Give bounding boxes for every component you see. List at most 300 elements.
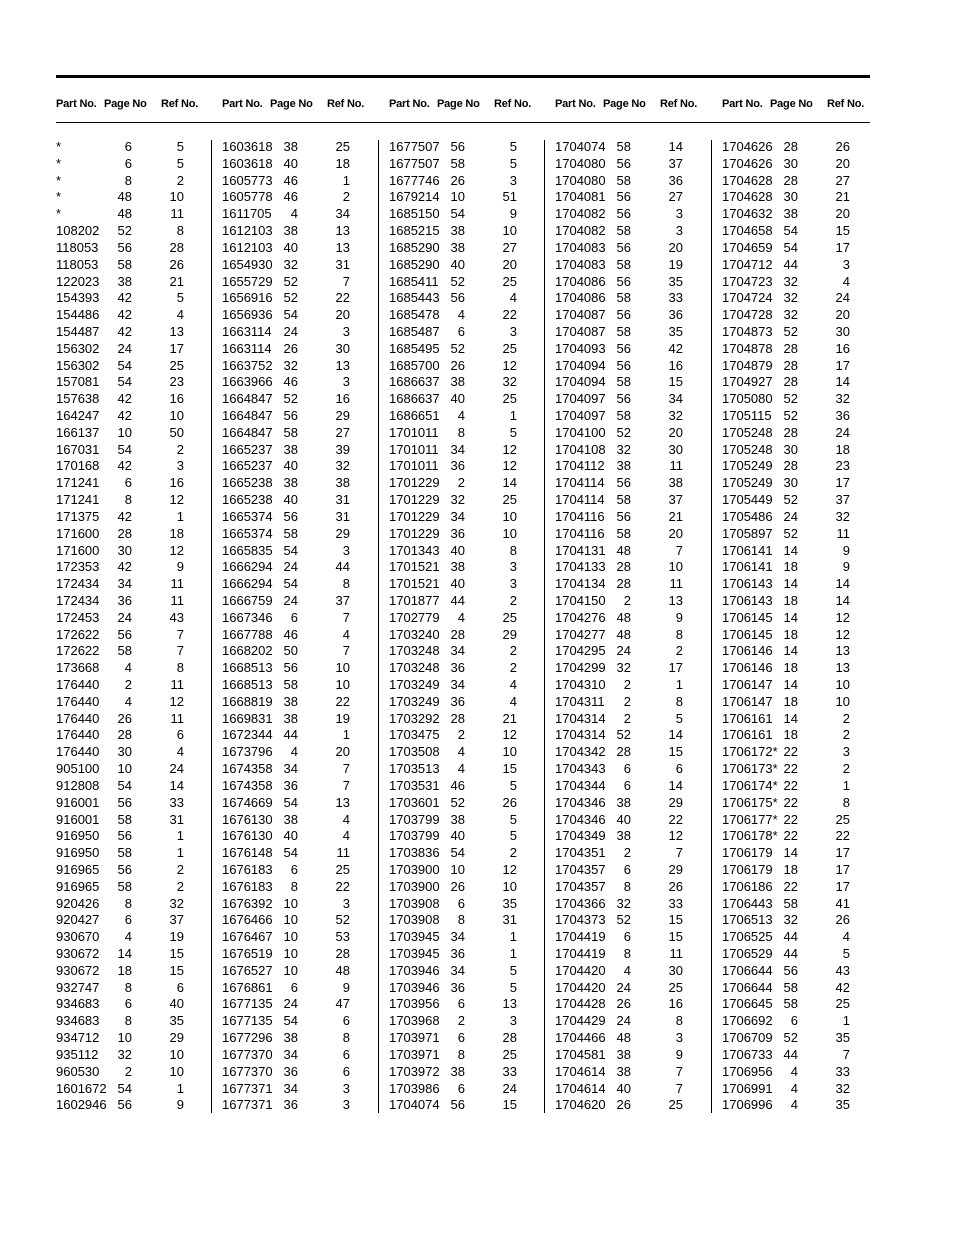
index-row	[222, 980, 382, 997]
part-number: 1703601	[389, 794, 440, 810]
index-row	[555, 744, 715, 761]
index-row	[56, 458, 216, 475]
ref-number: 4	[509, 693, 517, 709]
page-number: 56	[117, 626, 132, 642]
part-number: 1706733	[722, 1046, 773, 1062]
ref-number: 11	[836, 525, 850, 541]
part-number: 1704295	[555, 643, 606, 659]
part-number: 1704659	[722, 239, 773, 255]
part-number: 170168	[56, 458, 100, 474]
page-number: 10	[117, 424, 132, 440]
ref-number: 36	[835, 408, 850, 423]
index-row	[222, 139, 382, 156]
column-divider	[711, 140, 712, 1113]
ref-number: 7	[675, 1080, 683, 1096]
ref-number: 14	[668, 777, 683, 793]
index-row	[555, 1081, 715, 1098]
page-number: 46	[283, 626, 298, 642]
index-row	[56, 795, 216, 812]
ref-number: 26	[668, 878, 683, 894]
part-number: 156302	[56, 340, 100, 356]
part-number: 1704083	[555, 239, 606, 255]
index-row	[722, 274, 882, 291]
part-number: 1706513	[722, 912, 773, 928]
part-number: 1611705	[222, 206, 272, 222]
page-number: 32	[283, 357, 298, 373]
index-row	[555, 1064, 715, 1081]
page-number: 58	[616, 172, 631, 188]
ref-number: 24	[835, 424, 850, 440]
ref-number: 21	[502, 710, 517, 726]
index-row	[389, 576, 549, 593]
page-number: 56	[616, 155, 631, 171]
ref-number: 37	[169, 912, 184, 928]
index-row	[56, 980, 216, 997]
page-number: 8	[457, 1046, 465, 1062]
part-number: 1706644	[722, 962, 773, 978]
page-number: 40	[450, 391, 465, 407]
page-number: 58	[616, 139, 631, 154]
ref-number: 42	[668, 340, 683, 356]
index-row	[56, 1013, 216, 1030]
part-number: 1663114	[222, 340, 272, 356]
column-divider	[211, 140, 212, 1113]
ref-number: 2	[842, 727, 850, 743]
index-row	[722, 509, 882, 526]
ref-number: 3	[675, 1030, 683, 1046]
page-number: 2	[124, 1063, 132, 1079]
index-row	[56, 391, 216, 408]
part-number: 1706525	[722, 929, 773, 945]
index-row	[722, 358, 882, 375]
part-number: 1685495	[389, 340, 440, 356]
ref-number: 17	[835, 878, 850, 894]
index-row	[222, 896, 382, 913]
ref-number: 4	[509, 290, 517, 306]
ref-number: 12	[835, 626, 850, 642]
ref-number: 14	[835, 576, 850, 592]
ref-number: 7	[342, 609, 350, 625]
page-number: 42	[117, 408, 132, 423]
page-number: 2	[623, 677, 631, 692]
page-number: 46	[283, 374, 298, 390]
part-number: 1703240	[389, 626, 440, 642]
part-number: 1703972	[389, 1063, 440, 1079]
index-row	[722, 257, 882, 274]
ref-number: 12	[169, 542, 184, 558]
part-number: 1704626	[722, 139, 773, 154]
part-number: 1677135	[222, 1013, 273, 1029]
part-number: 171241	[56, 492, 100, 508]
ref-number: 29	[502, 626, 517, 642]
part-number: 176440	[56, 693, 100, 709]
part-number: 930672	[56, 946, 100, 961]
index-row	[389, 677, 549, 694]
page-number: 58	[783, 895, 798, 911]
ref-number: 2	[675, 643, 683, 659]
part-number: 1665237	[222, 458, 273, 474]
part-number: 167031	[56, 441, 100, 457]
page-number: 6	[290, 609, 298, 625]
ref-number: 26	[835, 139, 850, 154]
part-number: 1701229	[389, 492, 440, 508]
index-row	[56, 475, 216, 492]
index-row	[555, 139, 715, 156]
part-number: 1677370	[222, 1063, 273, 1079]
page-number: 30	[117, 542, 132, 558]
ref-number: 4	[176, 744, 184, 760]
ref-number: 35	[668, 323, 683, 339]
index-row	[555, 257, 715, 274]
part-number: 1677371	[222, 1080, 273, 1096]
ref-number: 10	[169, 189, 184, 205]
page-number: 56	[616, 357, 631, 373]
index-row	[722, 173, 882, 190]
part-number: 1665835	[222, 542, 273, 558]
part-number: 1704620	[555, 1097, 606, 1113]
ref-number: 33	[502, 1063, 517, 1079]
page-number: 26	[616, 996, 631, 1012]
ref-number: 31	[335, 256, 350, 272]
page-number: 10	[117, 761, 132, 777]
part-number: 1704310	[555, 677, 606, 692]
ref-number: 12	[502, 861, 517, 877]
ref-number: 47	[335, 996, 350, 1012]
page-number: 28	[616, 576, 631, 592]
page-number: 6	[457, 996, 465, 1012]
index-row	[222, 795, 382, 812]
ref-number: 40	[169, 996, 184, 1012]
ref-number: 8	[842, 794, 850, 810]
index-row	[56, 492, 216, 509]
index-row	[56, 559, 216, 576]
part-number: 1705449	[722, 492, 773, 508]
part-number: 1665237	[222, 441, 273, 457]
index-row	[555, 660, 715, 677]
ref-number: 15	[668, 912, 683, 928]
index-row	[389, 761, 549, 778]
index-row	[389, 795, 549, 812]
part-number: 1701229	[389, 525, 440, 541]
part-number: 1706956	[722, 1063, 773, 1079]
ref-number: 35	[835, 1097, 850, 1113]
ref-number: 29	[668, 861, 683, 877]
page-number: 36	[283, 1097, 298, 1113]
page-number: 56	[117, 239, 132, 255]
ref-no-header: Ref No.	[494, 98, 532, 110]
part-number: 1704276	[555, 609, 606, 625]
part-number: 1704311	[555, 693, 605, 709]
part-number: 154487	[56, 323, 100, 339]
ref-number: 20	[502, 256, 517, 272]
index-row	[389, 862, 549, 879]
page-number: 48	[616, 609, 631, 625]
index-row	[555, 627, 715, 644]
part-number: 1612103	[222, 239, 273, 255]
page-number: 42	[117, 323, 132, 339]
part-number: 935112	[56, 1046, 99, 1062]
index-row	[389, 223, 549, 240]
page-number: 22	[783, 744, 798, 760]
page-number: 26	[450, 357, 465, 373]
page-number: 24	[616, 979, 631, 995]
ref-number: 33	[668, 290, 683, 306]
index-row	[222, 492, 382, 509]
page-number: 18	[783, 693, 798, 709]
page-number: 4	[124, 929, 132, 945]
index-row	[56, 879, 216, 896]
ref-number: 17	[835, 861, 850, 877]
ref-number: 5	[176, 155, 184, 171]
page-number: 34	[283, 761, 298, 777]
page-number: 8	[124, 492, 132, 508]
index-row	[555, 576, 715, 593]
page-number: 52	[283, 290, 298, 306]
index-row	[56, 442, 216, 459]
ref-number: 25	[668, 1097, 683, 1113]
part-number: 171600	[56, 542, 100, 558]
page-number: 28	[783, 424, 798, 440]
page-number: 56	[117, 828, 132, 844]
page-number: 40	[450, 542, 465, 558]
ref-number: 28	[502, 1030, 517, 1046]
index-row	[389, 1081, 549, 1098]
ref-number: 16	[835, 340, 850, 356]
part-number: 1601672	[56, 1080, 107, 1096]
page-number: 54	[450, 845, 465, 861]
page-number: 18	[783, 861, 798, 877]
index-row	[555, 1047, 715, 1064]
index-row	[555, 189, 715, 206]
part-number: 1703475	[389, 727, 440, 743]
part-number: 1703956	[389, 996, 440, 1012]
part-number: 1704112	[555, 458, 605, 474]
page-number: 28	[783, 357, 798, 373]
page-number: 24	[117, 340, 132, 356]
part-number: 1668513	[222, 677, 273, 692]
part-number: 1703900	[389, 861, 440, 877]
ref-number: 5	[509, 962, 517, 978]
ref-number: 19	[169, 929, 184, 945]
ref-number: 32	[169, 895, 184, 911]
page-number: 58	[283, 525, 298, 541]
ref-number: 44	[335, 559, 350, 575]
page-number: 36	[283, 1063, 298, 1079]
index-row	[389, 442, 549, 459]
ref-number: 13	[502, 996, 517, 1012]
page-number: 54	[783, 223, 798, 239]
page-number: 4	[457, 761, 465, 777]
page-number: 52	[783, 492, 798, 508]
page-number: 18	[117, 962, 132, 978]
ref-number: 10	[502, 878, 517, 894]
index-row	[222, 391, 382, 408]
page-number: 4	[124, 693, 132, 709]
ref-number: 2	[509, 592, 517, 608]
index-row	[389, 660, 549, 677]
page-number: 56	[283, 660, 298, 676]
page-number: 42	[117, 290, 132, 306]
ref-number: 6	[342, 1013, 350, 1029]
index-row	[555, 946, 715, 963]
page-number: 28	[117, 727, 132, 743]
page-number: 26	[450, 878, 465, 894]
ref-number: 14	[502, 475, 517, 491]
ref-number: 11	[669, 946, 683, 961]
part-number: 173668	[56, 660, 100, 676]
page-number: 56	[616, 206, 631, 222]
ref-number: 5	[509, 777, 517, 793]
page-number: 30	[783, 189, 798, 205]
part-number: 1704628	[722, 189, 773, 205]
page-number: 6	[623, 929, 631, 945]
page-number: 54	[283, 1013, 298, 1029]
index-row	[389, 358, 549, 375]
part-number: 1667346	[222, 609, 273, 625]
part-number: 1676392	[222, 895, 273, 911]
index-row	[722, 946, 882, 963]
ref-no-header: Ref No.	[827, 98, 865, 110]
ref-number: 15	[502, 1097, 517, 1113]
index-rows	[222, 139, 382, 1114]
index-row	[555, 374, 715, 391]
index-row	[722, 980, 882, 997]
index-row	[389, 341, 549, 358]
index-row	[56, 1047, 216, 1064]
page-number: 38	[450, 223, 465, 239]
page-number: 38	[450, 239, 465, 255]
index-row	[389, 458, 549, 475]
page-number: 10	[450, 189, 465, 205]
page-number: 14	[783, 576, 798, 592]
index-row	[222, 677, 382, 694]
part-number: 1706529	[722, 946, 773, 961]
ref-number: 16	[668, 357, 683, 373]
part-number: 1685150	[389, 206, 440, 222]
index-row	[722, 795, 882, 812]
part-number: 172434	[56, 576, 100, 592]
ref-number: 10	[835, 677, 850, 692]
index-row	[722, 963, 882, 980]
index-row	[555, 1097, 715, 1114]
page-number: 56	[450, 1097, 465, 1113]
index-row	[56, 963, 216, 980]
part-number: 1703513	[389, 761, 440, 777]
index-row	[222, 694, 382, 711]
part-number: 916001	[56, 811, 100, 827]
ref-number: 9	[842, 542, 850, 558]
part-number: 1685290	[389, 256, 440, 272]
page-number: 10	[450, 861, 465, 877]
page-number: 32	[117, 1046, 132, 1062]
page-number: 54	[283, 794, 298, 810]
index-row	[555, 391, 715, 408]
index-row	[555, 677, 715, 694]
page-number: 2	[457, 475, 465, 491]
part-number: 1663752	[222, 357, 273, 373]
part-number: 1704428	[555, 996, 606, 1012]
part-number: 1656916	[222, 290, 273, 306]
index-row	[389, 526, 549, 543]
ref-number: 5	[509, 155, 517, 171]
ref-number: 1	[842, 1013, 850, 1029]
ref-number: 5	[842, 946, 850, 961]
part-number: 1701011	[389, 441, 439, 457]
column-header	[555, 98, 715, 118]
index-row	[56, 257, 216, 274]
ref-number: 3	[509, 559, 517, 575]
part-number: 916965	[56, 878, 100, 894]
index-row	[555, 643, 715, 660]
ref-number: 4	[342, 811, 350, 827]
part-number: 1704373	[555, 912, 606, 928]
page-number: 54	[783, 239, 798, 255]
page-number: 48	[117, 189, 132, 205]
part-number: 1703946	[389, 979, 440, 995]
page-number: 58	[783, 979, 798, 995]
page-number: 42	[117, 458, 132, 474]
index-row	[222, 862, 382, 879]
page-number: 14	[117, 946, 132, 961]
part-number: 171241	[56, 475, 100, 491]
ref-number: 13	[835, 660, 850, 676]
page-number: 52	[783, 525, 798, 541]
ref-number: 2	[176, 172, 184, 188]
page-number: 54	[117, 777, 132, 793]
ref-number: 36	[668, 172, 683, 188]
page-number: 6	[790, 1013, 798, 1029]
part-number: 1704082	[555, 223, 606, 239]
part-number: 172622	[56, 626, 100, 642]
index-row	[222, 156, 382, 173]
part-number: 1677296	[222, 1030, 273, 1046]
page-number: 8	[457, 912, 465, 928]
ref-number: 25	[169, 357, 184, 373]
part-number: 1705249	[722, 458, 773, 474]
ref-number: 27	[835, 172, 850, 188]
index-row	[555, 980, 715, 997]
part-number: 1703292	[389, 710, 440, 726]
part-number: 1704114	[555, 475, 605, 491]
index-row	[389, 1097, 549, 1114]
part-number: 1704873	[722, 323, 773, 339]
ref-number: 32	[335, 458, 350, 474]
part-number: 1705115	[722, 408, 772, 423]
ref-number: 30	[835, 323, 850, 339]
column-header	[222, 98, 382, 118]
part-number: 176440	[56, 710, 100, 726]
part-number: 1704150	[555, 592, 606, 608]
ref-number: 30	[335, 340, 350, 356]
ref-number: 20	[668, 525, 683, 541]
index-column	[722, 98, 882, 1113]
page-number: 24	[283, 323, 298, 339]
index-row	[722, 324, 882, 341]
index-row	[389, 307, 549, 324]
page-number: 56	[117, 794, 132, 810]
index-row	[389, 492, 549, 509]
index-row	[389, 929, 549, 946]
part-number: 1612103	[222, 223, 273, 239]
page-number: 56	[616, 189, 631, 205]
part-number: 1705486	[722, 508, 773, 524]
column-divider	[378, 140, 379, 1113]
index-row	[555, 240, 715, 257]
page-number: 24	[283, 559, 298, 575]
index-row	[222, 307, 382, 324]
part-number: 1704299	[555, 660, 606, 676]
part-number: 1665374	[222, 508, 273, 524]
